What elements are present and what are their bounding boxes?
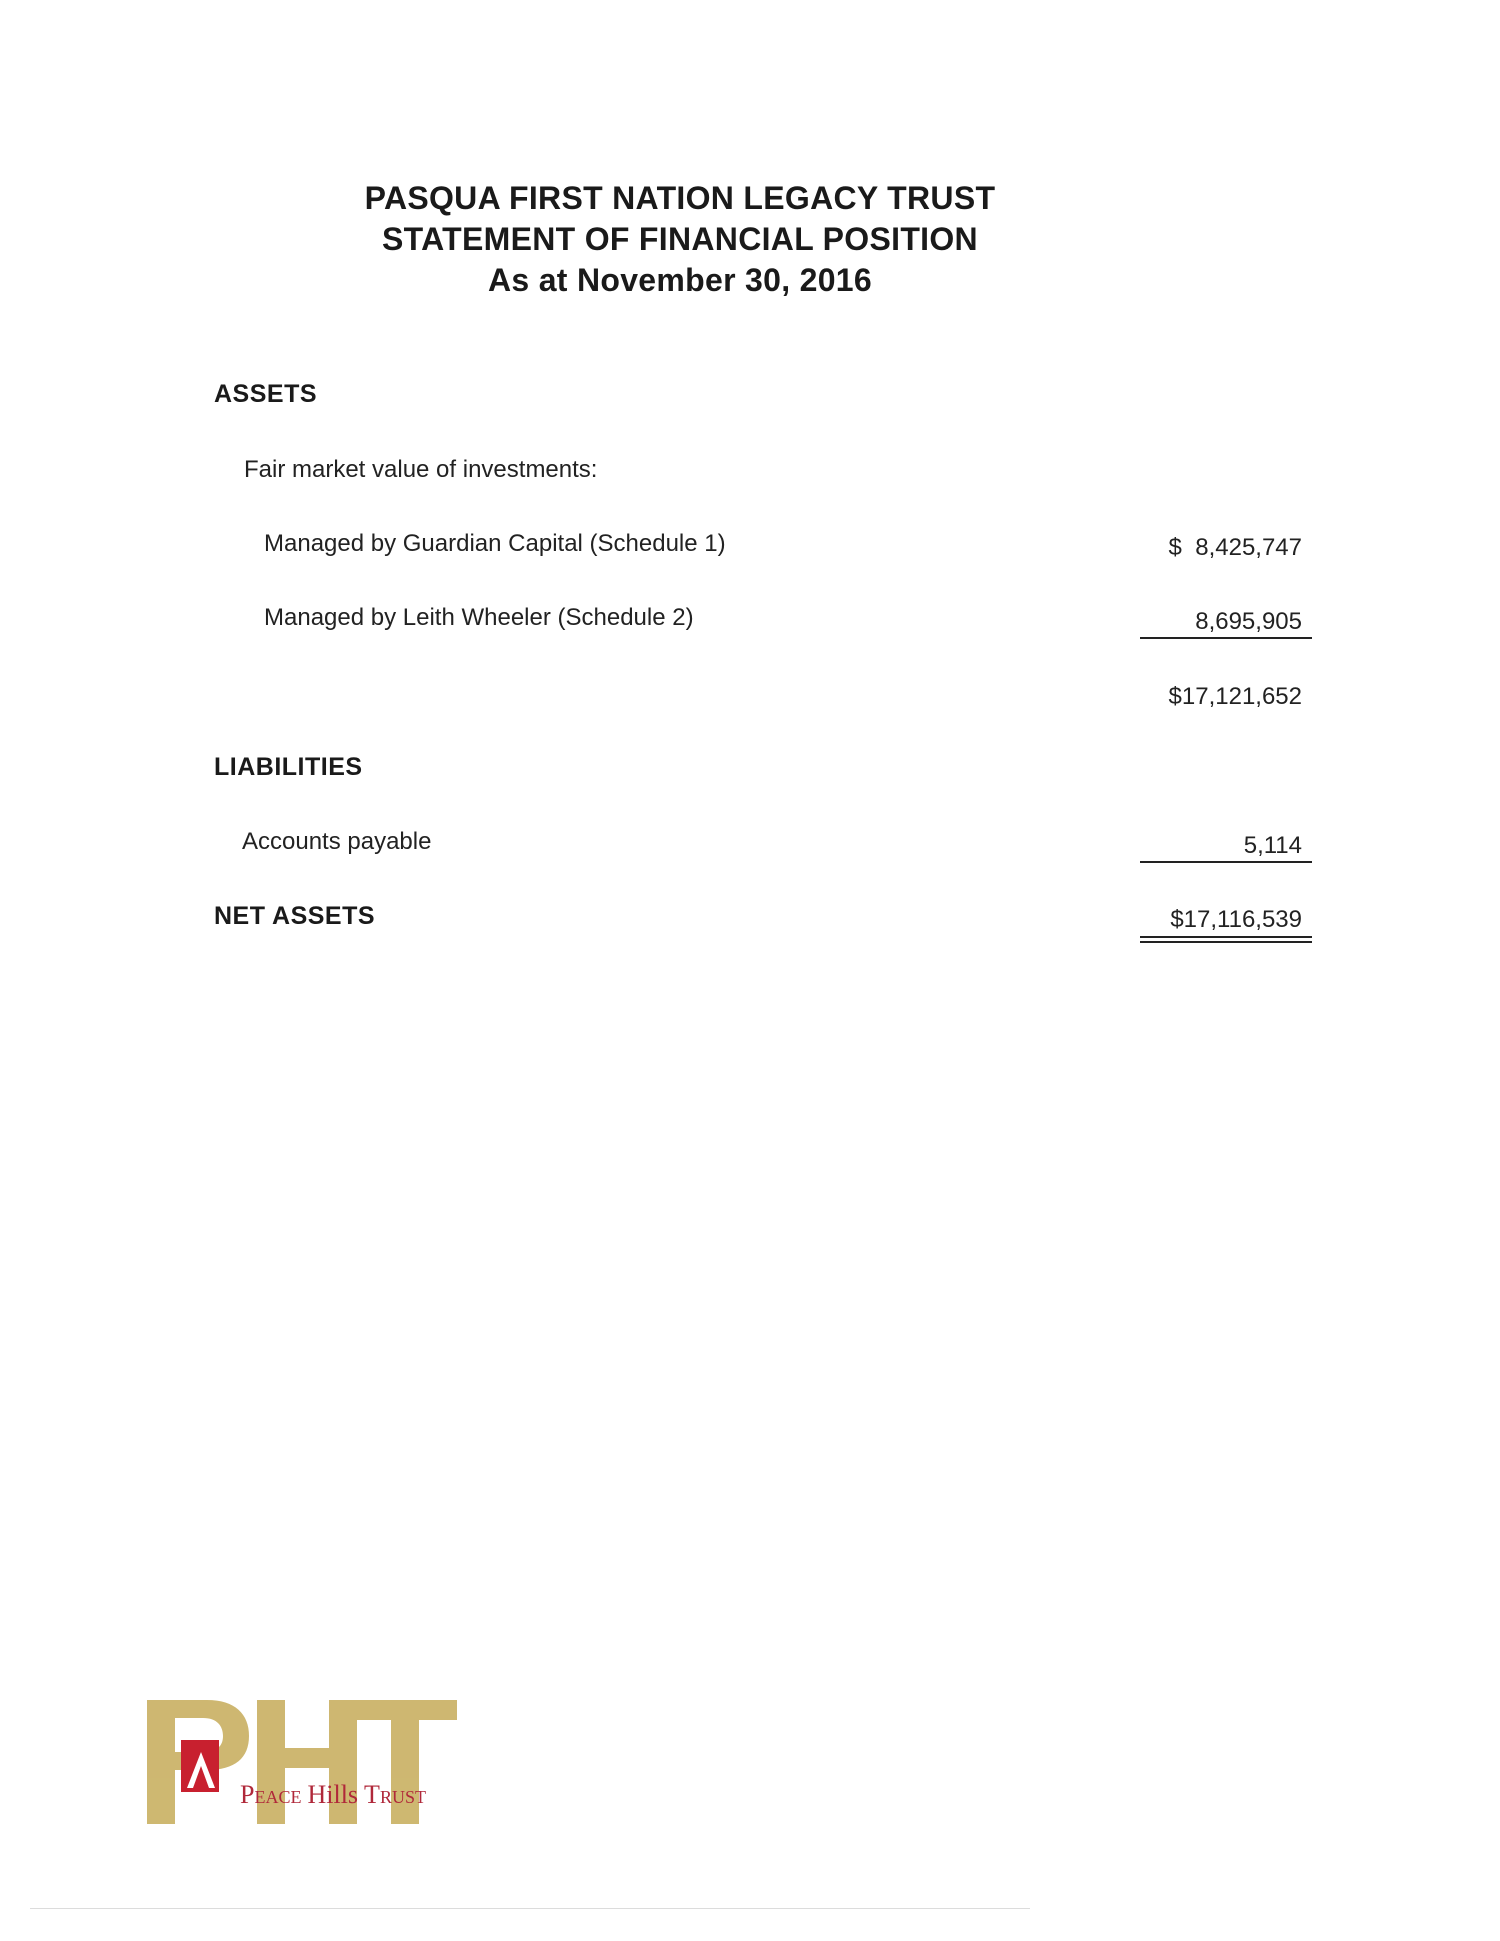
subtotal-rule — [1140, 637, 1312, 639]
statement-date: As at November 30, 2016 — [488, 262, 872, 298]
statement-name: STATEMENT OF FINANCIAL POSITION — [382, 221, 978, 257]
net-assets-double-rule-top — [1140, 936, 1312, 938]
leith-wheeler-label: Managed by Leith Wheeler (Schedule 2) — [264, 604, 694, 631]
total-assets-amount: $17,121,652 — [1168, 683, 1302, 710]
assets-heading: ASSETS — [214, 380, 318, 408]
statement-title — [0, 178, 1360, 301]
guardian-capital-amount: $ 8,425,747 — [1168, 534, 1302, 561]
trust-name: PASQUA FIRST NATION LEGACY TRUST — [364, 180, 996, 216]
pht-monogram-icon — [143, 1700, 463, 1830]
investments-subheading: Fair market value of investments: — [244, 456, 598, 483]
leith-wheeler-amount: 8,695,905 — [1195, 608, 1302, 635]
net-assets-double-rule-bottom — [1140, 941, 1312, 943]
accounts-payable-amount: 5,114 — [1243, 832, 1302, 859]
liabilities-rule — [1140, 861, 1312, 863]
peace-hills-trust-logo — [143, 1700, 463, 1830]
scan-edge-line — [30, 1908, 1030, 1909]
accounts-payable-label: Accounts payable — [242, 828, 432, 855]
liabilities-heading: LIABILITIES — [214, 753, 363, 781]
net-assets-amount: $17,116,539 — [1170, 906, 1302, 933]
net-assets-label: NET ASSETS — [214, 902, 376, 930]
logo-wordmark: PEACE Hills TRUST — [240, 1780, 426, 1809]
guardian-capital-label: Managed by Guardian Capital (Schedule 1) — [264, 530, 726, 557]
